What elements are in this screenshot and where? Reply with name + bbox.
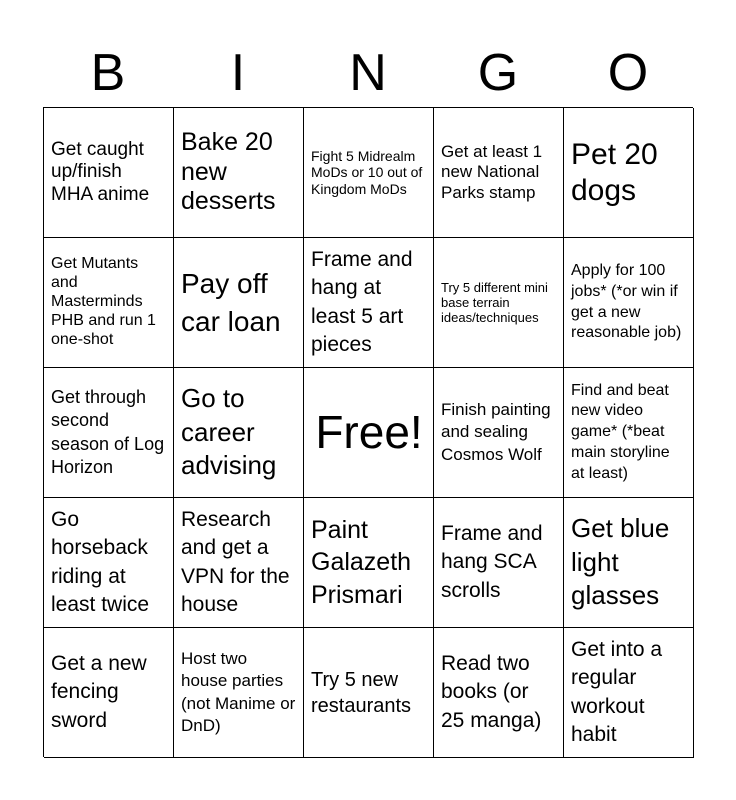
bingo-cell-r1c5[interactable] — [564, 108, 694, 238]
cell-text: Get caught up/finish MHA anime — [51, 138, 150, 205]
cell-text: Get into a regular workout habit — [571, 637, 663, 746]
bingo-cell-r4c2[interactable] — [174, 498, 304, 628]
bingo-cell-r5c2[interactable] — [174, 628, 304, 758]
cell-text: Get blue light glasses — [571, 512, 670, 611]
bingo-cell-r2c2[interactable] — [174, 238, 304, 368]
cell-text: Go to career advising — [181, 382, 277, 481]
bingo-cell-r3c2[interactable] — [174, 368, 304, 498]
bingo-cell-r3c5[interactable] — [564, 368, 694, 498]
cell-text: Paint Galazeth Prismari — [311, 515, 412, 609]
bingo-cell-r4c4[interactable] — [434, 498, 564, 628]
cell-text: Get through second season of Log Horizon — [51, 386, 165, 477]
bingo-cell-r5c5[interactable] — [564, 628, 694, 758]
free-space-cell[interactable] — [304, 368, 434, 498]
cell-text: Fight 5 Midrealm MoDs or 10 out of Kingdom MoDs — [311, 147, 423, 197]
bingo-cell-r1c3[interactable] — [304, 108, 434, 238]
cell-text: Go horseback riding at least twice — [51, 507, 150, 616]
bingo-cell-r4c1[interactable] — [44, 498, 174, 628]
bingo-cell-r1c1[interactable] — [44, 108, 174, 238]
bingo-cell-r5c3[interactable] — [304, 628, 434, 758]
cell-text: Host two house parties (not Manime or DnD) — [181, 649, 296, 735]
cell-text: Pet 20 dogs — [571, 138, 658, 207]
cell-text: Try 5 new restaurants — [311, 668, 412, 717]
bingo-header — [43, 38, 693, 108]
bingo-cell-r5c4[interactable] — [434, 628, 564, 758]
header-letter-i: I — [230, 44, 246, 102]
bingo-cell-r4c3[interactable] — [304, 498, 434, 628]
bingo-cell-r2c3[interactable] — [304, 238, 434, 368]
header-letter-b: B — [90, 44, 126, 102]
free-space-text: Free! — [315, 406, 423, 459]
bingo-cell-r2c4[interactable] — [434, 238, 564, 368]
header-letter-o: O — [607, 44, 649, 102]
cell-text: Get Mutants and Masterminds PHB and run 1 one-shot — [51, 255, 156, 348]
bingo-cell-r4c5[interactable] — [564, 498, 694, 628]
bingo-cell-r5c1[interactable] — [44, 628, 174, 758]
cell-text: Finish painting and sealing Cosmos Wolf — [441, 400, 551, 464]
header-letter-n: N — [349, 44, 387, 102]
header-letter-g: G — [477, 44, 519, 102]
bingo-cell-r1c2[interactable] — [174, 108, 304, 238]
cell-text: Research and get a VPN for the house — [181, 507, 290, 616]
cell-text: Get a new fencing sword — [51, 651, 147, 732]
cell-text: Frame and hang SCA scrolls — [441, 521, 543, 602]
cell-text: Frame and hang at least 5 art pieces — [311, 247, 413, 356]
bingo-cell-r2c1[interactable] — [44, 238, 174, 368]
cell-text: Read two books (or 25 manga) — [441, 651, 542, 732]
cell-text: Get at least 1 new National Parks stamp — [441, 142, 543, 202]
bingo-cell-r2c5[interactable] — [564, 238, 694, 368]
cell-text: Bake 20 new desserts — [181, 128, 276, 216]
bingo-cell-r3c4[interactable] — [434, 368, 564, 498]
cell-text: Try 5 different mini base terrain ideas/techniques — [441, 279, 548, 326]
bingo-cell-r3c1[interactable] — [44, 368, 174, 498]
cell-text: Pay off car loan — [181, 267, 281, 337]
cell-text: Find and beat new video game* (*beat main storyline at least) — [571, 381, 670, 482]
bingo-grid — [43, 107, 693, 757]
bingo-cell-r1c4[interactable] — [434, 108, 564, 238]
cell-text: Apply for 100 jobs* (*or win if get a new reasonable job) — [571, 261, 682, 342]
